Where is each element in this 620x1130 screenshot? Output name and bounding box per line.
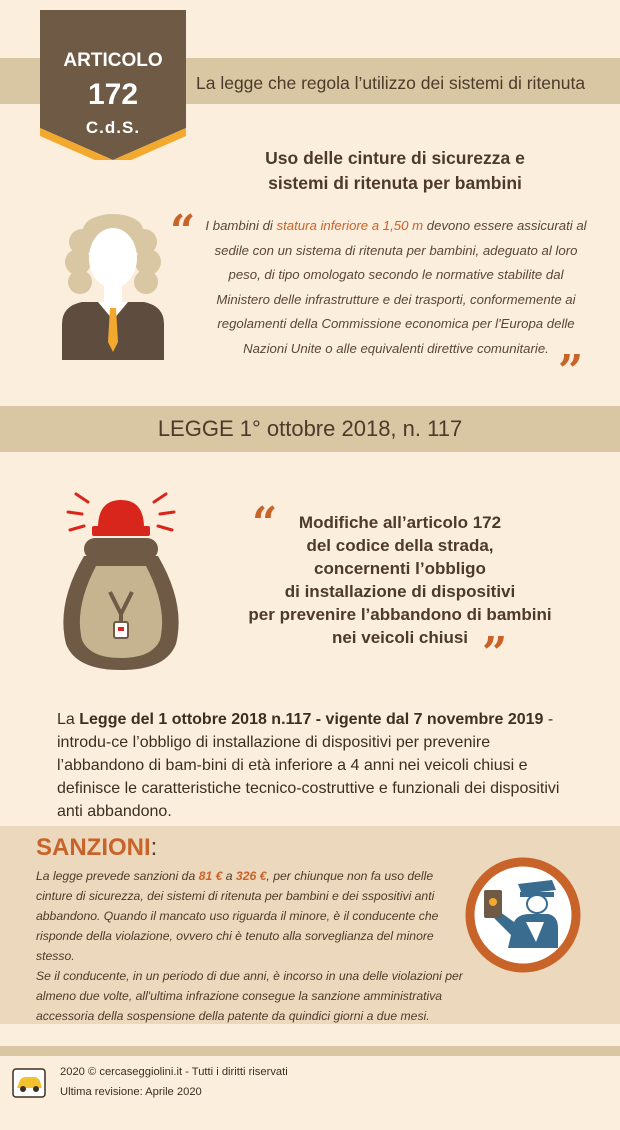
footer-band xyxy=(0,1046,620,1056)
quote-close-mark-2: ” xyxy=(482,628,508,679)
quote-open-mark-2: “ xyxy=(252,498,278,549)
footer-revision: Ultima revisione: Aprile 2020 xyxy=(60,1086,202,1098)
footer-copyright: 2020 © cercaseggiolini.it - Tutti i diritti riservati xyxy=(60,1066,288,1078)
sanctions-text: La legge prevede sanzioni da 81 € a 326 €, per chiunque non fa uso delle cinture di sicurezza, dei sistemi di ritenuta per bambini e dei sspositivi anti abbandono. Quando il mancato uso riguarda il minore, è il conducente che risponde della violazione, ovvero chi è tenuto alla sorveglianza del minore stesso. Se il conducente, in un periodo di due anni, è incorso in una delle violazioni per almeno due volte, all'ultima infrazione consegue la sanzione amministrativa accessoria della sospensione della patente da quindici giorni a due mesi. xyxy=(36,869,463,1023)
height-highlight: statura inferiore a 1,50 m xyxy=(276,218,424,233)
law-title: LEGGE 1° ottobre 2018, n. 117 xyxy=(157,416,463,441)
sanctions-title: SANZIONI: xyxy=(36,834,158,861)
quote-open-mark: “ xyxy=(170,206,196,257)
header-subtitle: La legge che regola l’utilizzo dei sistemi di ritenuta xyxy=(196,73,586,93)
badge-number: 172 xyxy=(87,78,139,111)
section1-title: Uso delle cinture di sicurezza e sistemi di ritenuta per bambini xyxy=(265,148,525,193)
police-officer-icon xyxy=(464,856,582,974)
article-quote: I bambini di statura inferiore a 1,50 m devono essere assicurati al sedile con un sistema di ritenuta per bambini, adeguato al loro peso, di tipo omologato secondo le normative stabilite dal Ministero delle infrastrutture e dei trasporti, conformemente ai regolamenti della Commissione economica per l'Europa delle Nazioni Unite o alle equivalenti direttive comunitarie. xyxy=(205,218,587,356)
car-logo-icon xyxy=(12,1068,46,1098)
badge-code: C.d.S. xyxy=(85,118,141,137)
badge-label: ARTICOLO xyxy=(63,50,163,71)
law-description: La Legge del 1 ottobre 2018 n.117 - vigente dal 7 novembre 2019 -introdu-ce l’obbligo di installazione di dispositivi per prevenire l’abbandono di bam-bini di età inferiore a 4 anni nei veicoli chiusi e definisce le caratteristiche tecnico-costruttive e funzionali dei dispositivi anti abbandono. xyxy=(57,711,560,820)
law-quote: Modifiche all’articolo 172 del codice della strada, concernenti l’obbligo di installazione di dispositivi per prevenire l’abbandono di bambini nei veicoli chiusi xyxy=(248,513,552,647)
quote-close-mark: ” xyxy=(558,346,584,397)
siren-bag-icon xyxy=(56,484,186,674)
judge-icon xyxy=(58,212,168,360)
